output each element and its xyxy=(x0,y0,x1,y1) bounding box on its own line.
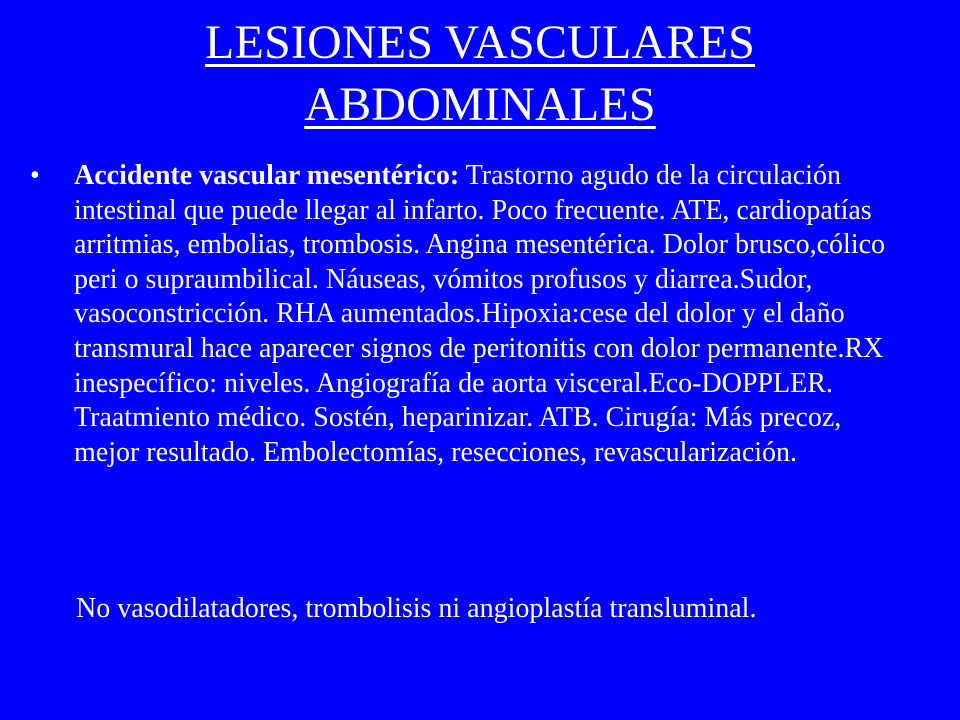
closing-note: No vasodilatadores, trombolisis ni angioplastía transluminal. xyxy=(76,593,757,624)
bullet-heading: Accidente vascular mesentérico: xyxy=(74,160,460,191)
slide-title-line-1: LESIONES VASCULARES xyxy=(204,16,756,69)
bullet-item xyxy=(30,159,894,470)
slide-title xyxy=(60,12,900,136)
bullet-marker: • xyxy=(30,160,40,191)
bullet-text: Trastorno agudo de la circulación intestinal que puede llegar al infarto. Poco frecuente. ATE, cardiopatías arritmias, embolias, trombosis. Angina mesentérica. Dolor brusco,cólico peri o supraumbilical. Náuseas, vómitos profusos y diarrea.Sudor, vasoconstricción. RHA aumentados.Hipoxia:cese del dolor y el daño transmural hace aparecer signos de peritonitis con dolor permanente.RX inespecífico: niveles. Angiografía de aorta visceral.Eco-DOPPLER. Traatmiento médico. Sostén, heparinizar. ATB. Cirugía: Más precoz, mejor resultado. Embolectomías, resecciones, revascularización. xyxy=(74,160,886,468)
slide-title-line-2: ABDOMINALES xyxy=(304,78,656,131)
